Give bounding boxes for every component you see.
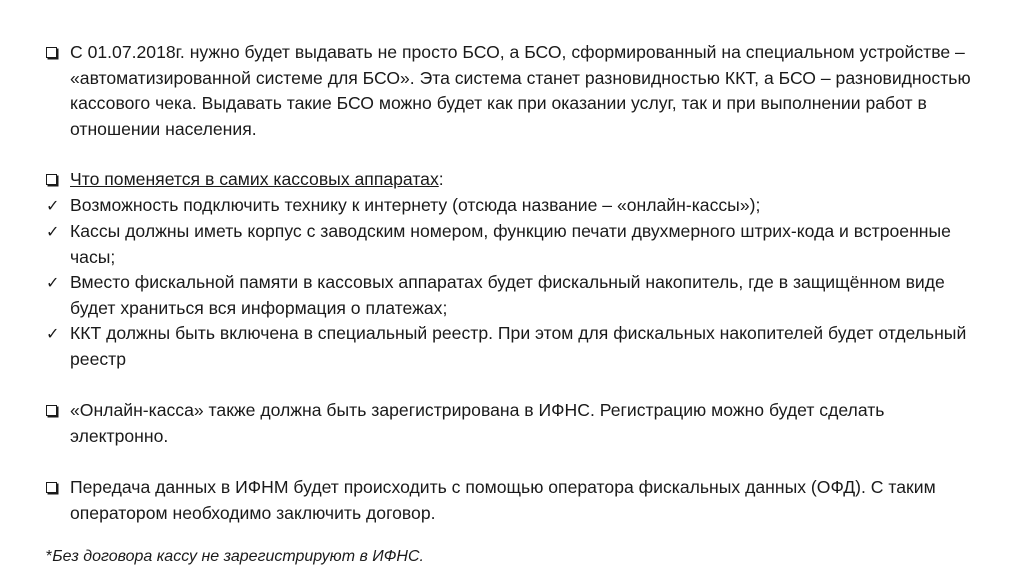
- section-heading: [70, 167, 986, 193]
- checkbox-bullet-icon: [46, 398, 68, 424]
- heading-underlined: Что поменяется в самих кассовых аппаратах: [70, 169, 439, 189]
- checkmark-icon: ✓: [46, 196, 60, 215]
- footnote: [46, 548, 424, 566]
- checkbox-bullet-icon: [46, 167, 68, 193]
- list-item-ofd: [46, 475, 986, 526]
- list-item-bso: [46, 40, 986, 142]
- checkbox-bullet-icon: [46, 40, 68, 66]
- check-item-fiscal: [46, 270, 986, 321]
- item-text: «Онлайн-касса» также должна быть зарегистрирована в ИФНС. Регистрацию можно будет сделать электронно.: [70, 400, 885, 446]
- heading-suffix: :: [438, 169, 444, 189]
- check-item-case: [46, 219, 986, 270]
- list-item-heading: [46, 167, 986, 193]
- item-text: Вместо фискальной памяти в кассовых аппаратах будет фискальный накопитель, где в защищённом виде будет храниться вся информация о платежах;: [70, 272, 945, 318]
- checkmark-icon: ✓: [46, 222, 60, 241]
- item-text: С 01.07.2018г. нужно будет выдавать не просто БСО, а БСО, сформированный на специальном устройстве – «автоматизированной системе для БСО». Эта система станет разновидностью ККТ, а БСО – разновидностью кассового чека. Выдавать такие БСО можно будет как при оказании услуг, так и при выполнении работ в отношении населения.: [70, 42, 971, 139]
- checkmark-icon: ✓: [46, 324, 60, 343]
- item-text: Возможность подключить технику к интернету (отсюда название – «онлайн-кассы»);: [70, 195, 761, 215]
- checkbox-bullet-icon: [46, 475, 68, 501]
- check-item-internet: [46, 193, 986, 219]
- item-text: Передача данных в ИФНМ будет происходить с помощью оператора фискальных данных (ОФД). С таким оператором необходимо заключить договор.: [70, 477, 936, 523]
- item-text: ККТ должны быть включена в специальный реестр. При этом для фискальных накопителей будет отдельный реестр: [70, 323, 967, 369]
- item-text: Кассы должны иметь корпус с заводским номером, функцию печати двухмерного штрих-кода и встроенные часы;: [70, 221, 951, 267]
- footnote-text: Без договора кассу не зарегистрируют в ИФНС.: [52, 548, 424, 565]
- list-item-online-register: [46, 398, 986, 449]
- check-item-registry: [46, 321, 986, 372]
- checkmark-icon: ✓: [46, 273, 60, 292]
- footnote-asterisk: *: [46, 548, 53, 565]
